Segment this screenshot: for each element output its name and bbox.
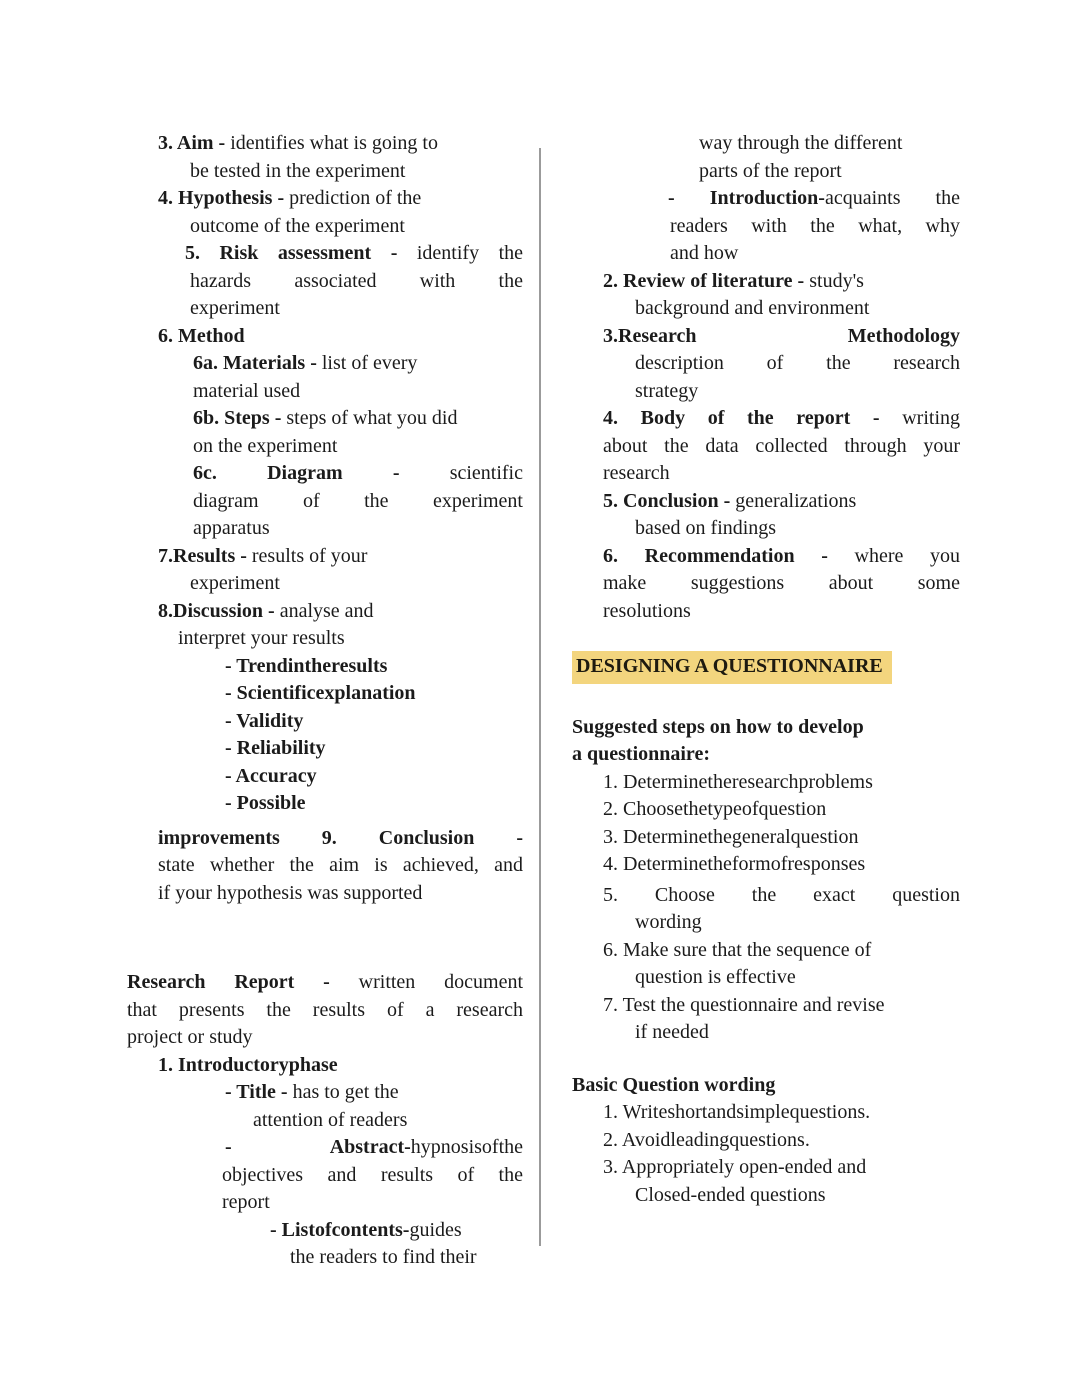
item-label: 4. Body of the report - [603,407,880,429]
continuation-line: report [222,1191,270,1213]
research-report-heading: Research Report - written document [127,971,524,993]
dash-item-accuracy: - Accuracy [225,764,317,787]
continuation-line: hazards associated with the [190,269,523,292]
continuation-line: make suggestions about some [603,572,960,594]
item-introductory-phase [127,1052,523,1080]
subheading-suggested-steps: Suggested steps on how to develop [572,715,864,738]
item-label: 6. Recommendation - [603,544,828,567]
item-conclusion [127,825,523,853]
item-label: 5. Conclusion - [603,489,731,512]
continuation-line: outcome of the experiment [190,214,405,237]
continuation-line: question is effective [635,966,796,988]
wording-rule-2: 2. Avoidleadingquestions. [603,1128,810,1151]
item-discussion: 8.Discussion - analyse and [158,599,374,622]
right-column [572,130,960,1209]
continuation-line: strategy [635,379,699,402]
item-aim [127,130,523,158]
item-risk-assessment: 5. Risk assessment - identify the [185,242,524,264]
dash-item-possible: - Possible [225,792,306,814]
continuation-line: experiment [190,297,280,319]
continuation-line: about the data collected through your [603,434,960,457]
item-method [127,323,523,351]
continuation-line: if your hypothesis was supported [158,881,423,904]
item-label: 6b. Steps - [193,407,282,429]
continuation-line: project or study [127,1026,253,1048]
continuation-line: wording [635,911,702,933]
continuation-line: experiment [190,572,280,594]
continuation-line: diagram of the experiment [193,489,523,512]
continuation-line: apparatus [193,517,270,539]
dash-item-abstract: - Abstract-hypnosisofthe [225,1136,523,1158]
continuation-line: state whether the aim is achieved, and [158,854,523,876]
continuation-line: readers with the what, why [670,214,960,237]
item-label: 3.Research [603,324,697,347]
continuation-line: the readers to find their [290,1246,477,1268]
wording-rule-3: 3. Appropriately open-ended and [603,1156,867,1178]
item-research-methodology: 3.Research Methodology [603,324,960,347]
left-column [127,130,523,1272]
dash-item-title: - Title - has to get the [225,1081,399,1103]
item-label: 6c. Diagram - [193,462,400,484]
item-label: Abstract- [329,1136,411,1158]
item-label: 6a. Materials - [193,352,317,374]
item-hypothesis: 4. Hypothesis - prediction of the [158,187,422,209]
highlighted-heading-designing-a-questionnaire: DESIGNING A QUESTIONNAIRE [572,651,892,684]
item-label: 4. Hypothesis - [158,187,285,209]
continuation-line: parts of the report [699,159,842,182]
item-materials: 6a. Materials - list of every [193,352,418,374]
continuation-line: be tested in the experiment [190,159,406,182]
dash-item-scientific-explanation: - Scientificexplanation [225,682,416,704]
item-conclusion-report: 5. Conclusion - generalizations [603,489,857,512]
item-label: - Title - [225,1081,288,1103]
dash-item-validity: - Validity [225,709,304,732]
dash-item-list-of-contents: - Listofcontents-guides [270,1218,462,1241]
highlighted-heading-row [572,651,960,684]
continuation-line: resolutions [603,599,691,622]
item-text: identifies what is going to [230,132,438,154]
step-7: 7. Test the questionnaire and revise [603,993,885,1016]
step-5: 5. Choose the exact question [603,883,960,906]
item-label: 1. Introductoryphase [158,1053,338,1076]
column-divider [539,148,541,1246]
dash-item-introduction: - Introduction-acquaints the [668,187,960,209]
item-label: Research Report - [127,971,330,993]
item-body-of-the-report: 4. Body of the report - writing [603,407,961,429]
item-label: - Listofcontents- [270,1218,410,1241]
continuation-line: interpret your results [178,627,345,649]
step-1: 1. Determinetheresearchproblems [603,770,873,793]
continuation-line: way through the different [699,132,903,154]
item-label: 8.Discussion - [158,599,275,622]
item-label: - Introduction- [668,187,825,209]
subheading-suggested-steps-line2: a questionnaire: [572,743,710,765]
item-steps: 6b. Steps - steps of what you did [193,407,458,429]
continuation-line: based on findings [635,517,777,539]
step-4: 4. Determinetheformofresponses [603,853,866,875]
item-label: 6. Method [158,324,245,347]
continuation-line: description of the research [635,352,960,374]
item-label: 7.Results - [158,544,247,567]
continuation-line: on the experiment [193,434,338,457]
dash-item-reliability: - Reliability [225,737,326,759]
dash-item-trend-in-results: - Trendintheresults [225,654,388,677]
subheading-basic-question-wording: Basic Question wording [572,1073,776,1096]
item-label: 3. Aim - [158,132,226,154]
wording-rule-1: 1. Writeshortandsimplequestions. [603,1101,871,1123]
continuation-line: objectives and results of the [222,1163,523,1186]
item-results: 7.Results - results of your [158,544,368,567]
step-3: 3. Determinethegeneralquestion [603,825,859,848]
continuation-line: and how [670,242,739,264]
continuation-line: that presents the results of a research [127,998,523,1021]
continuation-line: if needed [635,1021,709,1043]
continuation-line: material used [193,379,301,402]
step-6: 6. Make sure that the sequence of [603,938,872,961]
continuation-line: background and environment [635,297,870,319]
continuation-line: Closed-ended questions [635,1183,826,1206]
continuation-line: attention of readers [253,1108,408,1131]
item-label: 5. Risk assessment - [185,242,398,264]
continuation-line: research [603,462,670,484]
item-diagram: 6c. Diagram - scientific [193,462,523,484]
item-review-of-literature: 2. Review of literature - study's [603,269,864,292]
item-label: improvements 9. Conclusion - [158,826,523,849]
step-2: 2. Choosethetypeofquestion [603,798,827,820]
item-label: 2. Review of literature - [603,269,805,292]
item-recommendation: 6. Recommendation - where you [603,544,960,567]
